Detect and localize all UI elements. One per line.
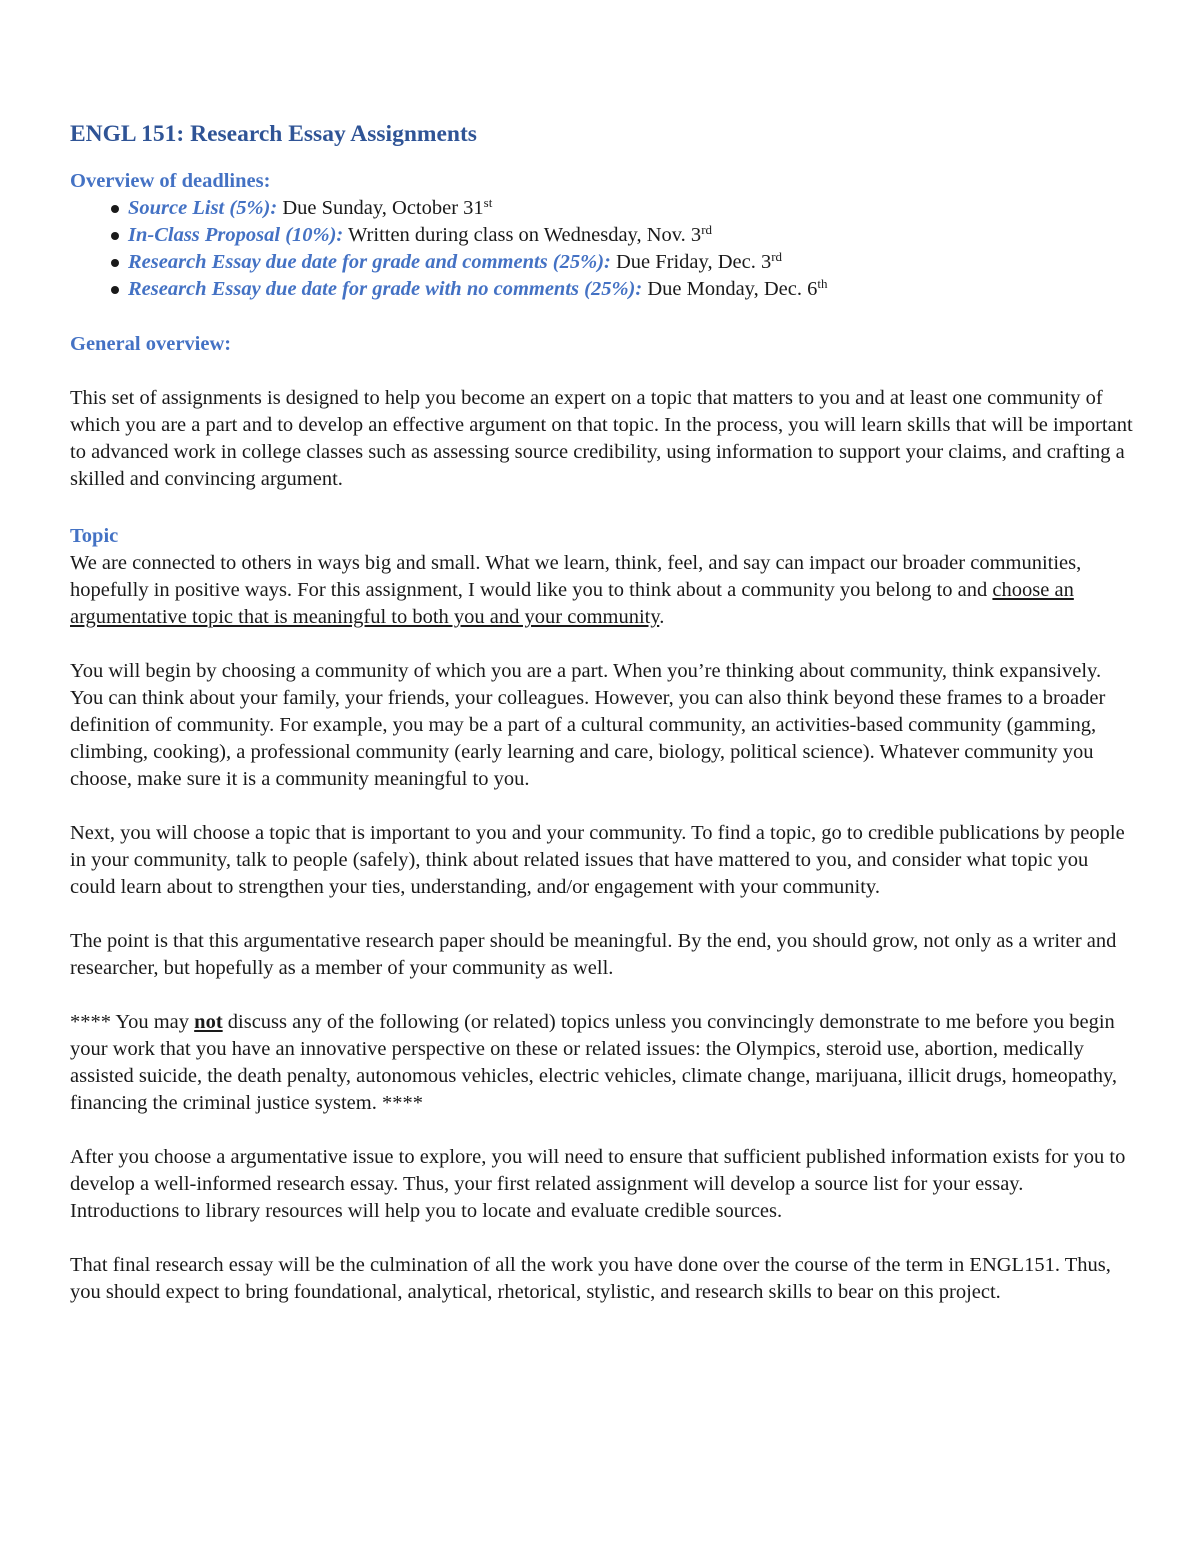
topic-heading: Topic	[70, 525, 119, 547]
deadline-text: Due Monday, Dec. 6	[642, 278, 818, 300]
deadline-ordinal: rd	[771, 249, 783, 264]
deadline-text: Written during class on Wednesday, Nov. 3	[343, 224, 702, 246]
deadline-label: Research Essay due date for grade with no comments (25%):	[128, 278, 643, 300]
topic-paragraph	[70, 550, 1136, 631]
after-paragraph: After you choose a argumentative issue to explore, you will need to ensure that sufficient published information exists for you to develop a well-informed research essay. Thus, your first related assignment will develop a source list for your essay. Introductions to library resources will help you to locate and evaluate credible sources.	[70, 1146, 1126, 1222]
deadline-text: Due Friday, Dec. 3	[610, 251, 772, 273]
document-page	[70, 118, 1136, 1306]
deadline-item	[128, 195, 1136, 222]
topic-underlined-text: choose an argumentative topic that is meaningful to both you and your community	[70, 579, 1074, 628]
deadline-text: Due Sunday, October 31	[277, 197, 484, 219]
bullet-icon	[111, 205, 119, 213]
warning-paragraph	[70, 1009, 1136, 1117]
deadline-ordinal: rd	[701, 222, 713, 237]
deadline-item	[128, 222, 1136, 249]
deadline-item	[128, 249, 1136, 276]
general-overview-paragraph: This set of assignments is designed to help you become an expert on a topic that matters to you and at least one community of which you are a part and to develop an effective argument on that topic. In the process, you will learn skills that will be important to advanced work in college classes such as assessing source credibility, using information to support your claims, and crafting a skilled and convincing argument.	[70, 387, 1133, 490]
bullet-icon	[111, 286, 119, 294]
deadline-list	[70, 195, 1136, 303]
community-paragraph: You will begin by choosing a community of which you are a part. When you’re thinking about community, think expansively. You can think about your family, your friends, your colleagues. However, you can also think beyond these frames to a broader definition of community. For example, you may be a part of a cultural community, an activities-based community (gamming, climbing, cooking), a professional community (early learning and care, biology, political science). Whatever community you choose, make sure it is a community meaningful to you.	[70, 660, 1106, 790]
warning-text: **** You may	[70, 1011, 195, 1033]
topic-text: We are connected to others in ways big and small. What we learn, think, feel, and say can impact our broader communities, hopefully in positive ways. For this assignment, I would like you to think about a community you belong to and	[70, 552, 1082, 601]
point-paragraph: The point is that this argumentative research paper should be meaningful. By the end, you should grow, not only as a writer and researcher, but hopefully as a member of your community as well.	[70, 930, 1117, 979]
overview-heading: Overview of deadlines:	[70, 170, 271, 192]
deadline-label: In-Class Proposal (10%):	[128, 224, 344, 246]
deadline-label: Source List (5%):	[128, 197, 278, 219]
bullet-icon	[111, 259, 119, 267]
deadline-ordinal: st	[483, 195, 493, 210]
next-paragraph: Next, you will choose a topic that is important to you and your community. To find a topic, go to credible publications by people in your community, talk to people (safely), think about related issues that have mattered to you, and consider what topic you could learn about to strengthen your ties, understanding, and/or engagement with your community.	[70, 822, 1125, 898]
deadline-label: Research Essay due date for grade and comments (25%):	[128, 251, 611, 273]
bullet-icon	[111, 232, 119, 240]
warning-text-end: discuss any of the following (or related) topics unless you convincingly demonstrate to me before you begin your work that you have an innovative perspective on these or related issues: the Olympics, steroid use, abortion, medically assisted suicide, the death penalty, autonomous vehicles, electric vehicles, climate change, marijuana, illicit drugs, homeopathy, financing the criminal justice system. ****	[70, 1011, 1118, 1114]
document-title: ENGL 151: Research Essay Assignments	[70, 121, 477, 147]
warning-not-text: not	[194, 1011, 223, 1033]
general-overview-heading: General overview:	[70, 333, 232, 355]
topic-text-end: .	[659, 606, 665, 628]
deadline-ordinal: th	[817, 276, 828, 291]
final-paragraph: That final research essay will be the culmination of all the work you have done over the course of the term in ENGL151. Thus, you should expect to bring foundational, analytical, rhetorical, stylistic, and research skills to bear on this project.	[70, 1254, 1111, 1303]
deadline-item	[128, 276, 1136, 303]
